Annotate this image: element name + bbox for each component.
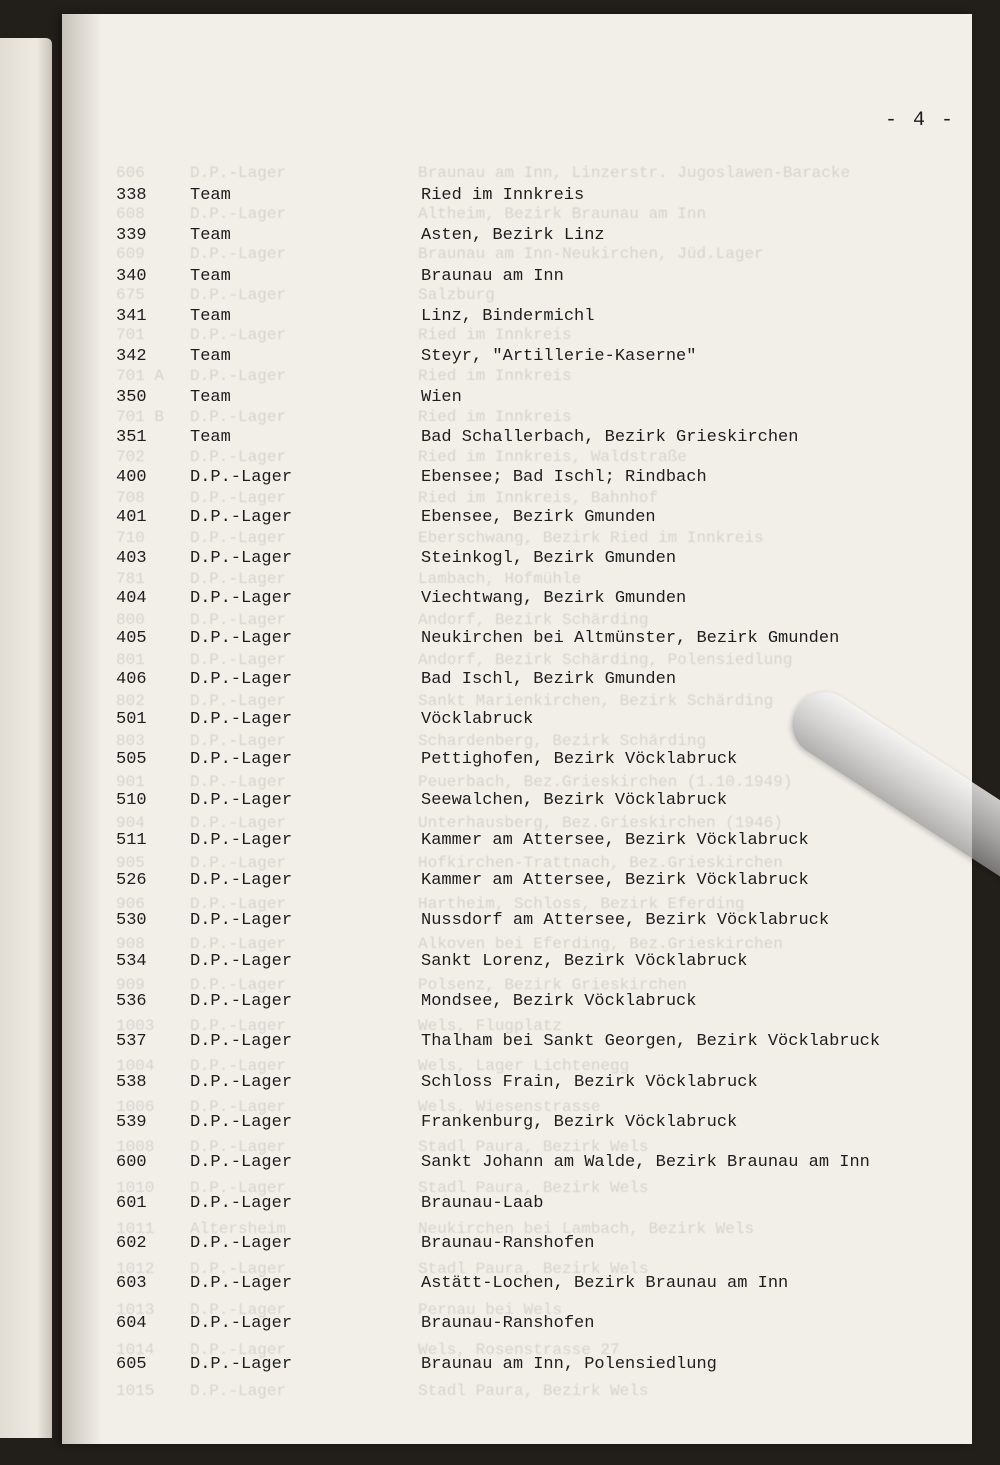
- bleed-through-type: D.P.-Lager: [190, 570, 287, 588]
- table-row: [62, 267, 972, 293]
- table-row: [62, 307, 972, 333]
- bleed-through-place: Salzburg: [418, 285, 495, 304]
- entry-location: Wien: [421, 387, 462, 407]
- entry-type: D.P.-Lager: [190, 1233, 293, 1253]
- table-row: [62, 508, 972, 534]
- bleed-through-place: Stadl Paura, Bezirk Wels: [418, 1382, 649, 1400]
- bleed-through-place: Pernau bei Wels: [418, 1300, 563, 1319]
- bleed-through-type: D.P.-Lager: [190, 813, 287, 832]
- entry-location: Kammer am Attersee, Bezirk Vöcklabruck: [421, 830, 809, 850]
- bleed-through-place: Wels, Rosenstrasse 27: [418, 1341, 620, 1360]
- bleed-through-place: Eberschwang, Bezirk Ried im Innkreis: [418, 529, 764, 548]
- entry-number: 526: [116, 871, 147, 891]
- bleed-through-place: Andorf, Bezirk Schärding, Polensiedlung: [418, 651, 793, 670]
- bleed-through-num: 1010: [116, 1179, 155, 1197]
- bleed-through-num: 708: [116, 488, 145, 507]
- entry-location: Mondsee, Bezirk Vöcklabruck: [421, 992, 697, 1011]
- entry-type: D.P.-Lager: [190, 1153, 293, 1173]
- entry-location: Braunau am Inn, Polensiedlung: [421, 1354, 717, 1374]
- entry-location: Schloss Frain, Bezirk Vöcklabruck: [421, 1072, 758, 1092]
- bleed-through-place: Stadl Paura, Bezirk Wels: [418, 1179, 649, 1197]
- bleed-through-num: 701 B: [116, 407, 165, 426]
- bleed-through-num: 905: [116, 854, 145, 873]
- bleed-through-type: D.P.-Lager: [190, 691, 287, 710]
- table-row: [62, 992, 972, 1018]
- entry-type: Team: [190, 266, 231, 286]
- entry-type: D.P.-Lager: [190, 992, 293, 1011]
- bleed-through-type: D.P.-Lager: [190, 1016, 287, 1035]
- bleed-through-type: D.P.-Lager: [190, 1138, 287, 1157]
- entry-type: D.P.-Lager: [190, 468, 293, 488]
- bleed-through-num: 909: [116, 976, 145, 994]
- entry-number: 339: [116, 226, 147, 246]
- bleed-through-type: D.P.-Lager: [190, 651, 287, 670]
- bleed-through-place: Stadl Paura, Bezirk Wels: [418, 1138, 649, 1157]
- entry-location: Braunau-Ranshofen: [421, 1233, 595, 1253]
- entry-type: D.P.-Lager: [190, 1354, 293, 1374]
- bleed-through-num: 1012: [116, 1260, 155, 1279]
- entry-location: Neukirchen bei Altmünster, Bezirk Gmunden: [421, 629, 840, 649]
- bleed-through-num: 908: [116, 935, 145, 954]
- table-row: [62, 1234, 972, 1260]
- entry-number: 537: [116, 1032, 147, 1052]
- entry-type: Team: [190, 387, 231, 407]
- table-row: [62, 791, 972, 817]
- bleed-through-place: Braunau am Inn, Linzerstr. Jugoslawen-Baracke: [418, 164, 851, 182]
- entry-number: 603: [116, 1274, 147, 1294]
- entry-type: Team: [190, 427, 231, 447]
- entry-number: 530: [116, 911, 147, 931]
- entry-number: 341: [116, 306, 147, 326]
- entry-type: D.P.-Lager: [190, 589, 293, 608]
- bleed-through-num: 1013: [116, 1300, 155, 1319]
- entry-type: D.P.-Lager: [190, 629, 293, 649]
- bleed-through-type: D.P.-Lager: [190, 529, 287, 548]
- table-row: [62, 1194, 972, 1220]
- bleed-through-num: 800: [116, 610, 145, 629]
- table-row: [62, 589, 972, 615]
- entry-type: D.P.-Lager: [190, 709, 293, 729]
- bleed-through-num: 1003: [116, 1016, 155, 1035]
- bleed-through-num: 702: [116, 448, 145, 467]
- entry-type: D.P.-Lager: [190, 1193, 293, 1213]
- bleed-through-place: Peuerbach, Bez.Grieskirchen (1.10.1949): [418, 773, 793, 791]
- entry-location: Viechtwang, Bezirk Gmunden: [421, 589, 687, 608]
- table-row: [62, 186, 972, 212]
- entry-location: Braunau-Ranshofen: [421, 1314, 595, 1334]
- table-row: [62, 468, 972, 494]
- bleed-through-type: D.P.-Lager: [190, 448, 287, 467]
- entry-number: 602: [116, 1233, 147, 1253]
- entry-type: D.P.-Lager: [190, 750, 293, 770]
- bleed-through-type: D.P.-Lager: [190, 1260, 287, 1279]
- table-row: [62, 226, 972, 252]
- entry-location: Ebensee; Bad Ischl; Rindbach: [421, 468, 707, 488]
- bleed-through-type: D.P.-Lager: [190, 245, 287, 264]
- table-row: [62, 629, 972, 655]
- entry-location: Frankenburg, Bezirk Vöcklabruck: [421, 1112, 738, 1132]
- bleed-through-place: Ried im Innkreis: [418, 326, 572, 345]
- bleed-through-num: 1008: [116, 1138, 155, 1157]
- entry-number: 604: [116, 1314, 147, 1334]
- table-row: [62, 388, 972, 414]
- bleed-through-num: 904: [116, 813, 145, 832]
- bleed-through-num: 1004: [116, 1057, 155, 1076]
- entry-type: D.P.-Lager: [190, 830, 293, 850]
- bleed-through-place: Wels, Flugplatz: [418, 1016, 563, 1035]
- bleed-through-type: D.P.-Lager: [190, 610, 287, 629]
- entry-location: Thalham bei Sankt Georgen, Bezirk Vöcklabruck: [421, 1032, 881, 1052]
- bleed-through-num: 803: [116, 732, 145, 751]
- bleed-through-place: Polsenz, Bezirk Grieskirchen: [418, 976, 687, 994]
- entry-type: D.P.-Lager: [190, 951, 293, 971]
- entry-type: Team: [190, 347, 231, 367]
- entry-location: Bad Ischl, Bezirk Gmunden: [421, 669, 677, 689]
- bleed-through-type: D.P.-Lager: [190, 285, 287, 304]
- entry-location: Braunau-Laab: [421, 1193, 544, 1213]
- entry-number: 342: [116, 347, 147, 367]
- bleed-through-num: 802: [116, 691, 145, 710]
- bleed-through-type: D.P.-Lager: [190, 1179, 287, 1197]
- entry-location: Seewalchen, Bezirk Vöcklabruck: [421, 790, 728, 810]
- entry-number: 601: [116, 1193, 147, 1213]
- bleed-through-type: D.P.-Lager: [190, 1097, 287, 1116]
- entry-type: D.P.-Lager: [190, 1032, 293, 1052]
- bleed-through-place: Ried im Innkreis, Bahnhof: [418, 488, 659, 507]
- bleed-through-type: D.P.-Lager: [190, 204, 287, 223]
- entry-number: 404: [116, 589, 147, 608]
- bleed-through-num: 675: [116, 285, 145, 304]
- table-row: [62, 1314, 972, 1340]
- entry-number: 605: [116, 1354, 147, 1374]
- entry-type: D.P.-Lager: [190, 548, 293, 568]
- bleed-through-place: Altheim, Bezirk Braunau am Inn: [418, 204, 707, 223]
- entry-number: 600: [116, 1153, 147, 1173]
- bleed-through-place: Ried im Innkreis, Waldstraße: [418, 448, 687, 467]
- table-row: [62, 1073, 972, 1099]
- bleed-through-num: 781: [116, 570, 145, 588]
- entry-type: D.P.-Lager: [190, 1112, 293, 1132]
- bleed-through-place: Hofkirchen-Trattnach, Bez.Grieskirchen: [418, 854, 783, 873]
- bleed-through-num: 606: [116, 164, 145, 182]
- entry-number: 539: [116, 1112, 147, 1132]
- bleed-through-num: 701 A: [116, 367, 165, 385]
- bleed-through-num: 1006: [116, 1097, 155, 1116]
- entry-number: 350: [116, 387, 147, 407]
- bleed-through-place: Lambach, Hofmühle: [418, 570, 582, 588]
- bleed-through-type: D.P.-Lager: [190, 367, 287, 385]
- table-row: [62, 952, 972, 978]
- bleed-through-place: Hartheim, Schloss, Bezirk Eferding: [418, 894, 745, 913]
- entry-location: Kammer am Attersee, Bezirk Vöcklabruck: [421, 871, 809, 891]
- entry-number: 538: [116, 1072, 147, 1092]
- bleed-through-place: Schardenberg, Bezirk Schärding: [418, 732, 707, 751]
- bleed-through-type: D.P.-Lager: [190, 1057, 287, 1076]
- bleed-through-place: Wels, Lager Lichtenegg: [418, 1057, 630, 1076]
- entry-number: 501: [116, 709, 147, 729]
- entry-location: Ried im Innkreis: [421, 186, 585, 205]
- bleed-through-place: Wels, Wiesenstrasse: [418, 1097, 601, 1116]
- bleed-through-type: D.P.-Lager: [190, 164, 287, 182]
- bleed-through-num: 609: [116, 245, 145, 264]
- entry-location: Sankt Johann am Walde, Bezirk Braunau am Inn: [421, 1153, 870, 1173]
- entry-type: D.P.-Lager: [190, 871, 293, 891]
- entry-number: 338: [116, 186, 147, 205]
- entry-number: 406: [116, 669, 147, 689]
- page-number: - 4 -: [885, 109, 956, 132]
- table-row: [62, 1032, 972, 1058]
- entry-location: Linz, Bindermichl: [421, 306, 595, 326]
- entry-type: Team: [190, 226, 231, 246]
- table-row: [62, 1113, 972, 1139]
- entry-type: D.P.-Lager: [190, 669, 293, 689]
- bleed-through-place: Braunau am Inn-Neukirchen, Jüd.Lager: [418, 245, 764, 264]
- bleed-through-place: Sankt Marienkirchen, Bezirk Schärding: [418, 691, 774, 710]
- entry-type: D.P.-Lager: [190, 790, 293, 810]
- bleed-through-place: Ried im Innkreis: [418, 367, 572, 385]
- table-row: [62, 347, 972, 373]
- bleed-through-num: 901: [116, 773, 145, 791]
- bleed-through-num: 1014: [116, 1341, 155, 1360]
- entry-number: 510: [116, 790, 147, 810]
- table-row: [62, 831, 972, 857]
- table-row: [62, 428, 972, 454]
- bleed-through-type: D.P.-Lager: [190, 894, 287, 913]
- entry-number: 351: [116, 427, 147, 447]
- entry-location: Vöcklabruck: [421, 709, 534, 729]
- table-row: [62, 871, 972, 897]
- entry-type: D.P.-Lager: [190, 1274, 293, 1294]
- bleed-through-type: D.P.-Lager: [190, 854, 287, 873]
- table-row: [62, 549, 972, 575]
- bleed-through-type: D.P.-Lager: [190, 1341, 287, 1360]
- bleed-through-type: D.P.-Lager: [190, 488, 287, 507]
- bleed-through-place: Neukirchen bei Lambach, Bezirk Wels: [418, 1219, 755, 1238]
- bleed-through-type: D.P.-Lager: [190, 407, 287, 426]
- table-row: [62, 1355, 972, 1381]
- entry-number: 400: [116, 468, 147, 488]
- bleed-through-type: D.P.-Lager: [190, 1382, 287, 1400]
- bleed-through-num: 1011: [116, 1219, 155, 1238]
- bleed-through-num: 1015: [116, 1382, 155, 1400]
- bleed-through-num: 608: [116, 204, 145, 223]
- bleed-through-num: 701: [116, 326, 145, 345]
- entry-number: 536: [116, 992, 147, 1011]
- entry-location: Bad Schallerbach, Bezirk Grieskirchen: [421, 427, 799, 447]
- bleed-through-type: D.P.-Lager: [190, 1300, 287, 1319]
- entry-location: Astätt-Lochen, Bezirk Braunau am Inn: [421, 1274, 789, 1294]
- bleed-through-place: Unterhausberg, Bez.Grieskirchen (1946): [418, 813, 783, 832]
- entry-type: D.P.-Lager: [190, 508, 293, 528]
- entry-number: 340: [116, 266, 147, 286]
- bleed-through-num: 710: [116, 529, 145, 548]
- entry-number: 534: [116, 951, 147, 971]
- table-row: [62, 670, 972, 696]
- entry-type: D.P.-Lager: [190, 1072, 293, 1092]
- bleed-through-num: 801: [116, 651, 145, 670]
- entry-number: 405: [116, 629, 147, 649]
- previous-page-edge: [0, 38, 52, 1438]
- entry-type: D.P.-Lager: [190, 911, 293, 931]
- bleed-through-num: 906: [116, 894, 145, 913]
- bleed-through-type: D.P.-Lager: [190, 773, 287, 791]
- entry-type: D.P.-Lager: [190, 1314, 293, 1334]
- bleed-through-type: D.P.-Lager: [190, 976, 287, 994]
- bleed-through-place: Ried im Innkreis: [418, 407, 572, 426]
- entry-location: Steyr, "Artillerie-Kaserne": [421, 347, 697, 367]
- entry-location: Braunau am Inn: [421, 266, 564, 286]
- bleed-through-place: Stadl Paura, Bezirk Wels: [418, 1260, 649, 1279]
- entry-type: Team: [190, 186, 231, 205]
- bleed-through-type: D.P.-Lager: [190, 732, 287, 751]
- entry-number: 401: [116, 508, 147, 528]
- entry-location: Pettighofen, Bezirk Vöcklabruck: [421, 750, 738, 770]
- bleed-through-type: D.P.-Lager: [190, 326, 287, 345]
- entry-location: Steinkogl, Bezirk Gmunden: [421, 548, 677, 568]
- bleed-through-type: Altersheim: [190, 1219, 287, 1238]
- bleed-through-type: D.P.-Lager: [190, 935, 287, 954]
- entry-type: Team: [190, 306, 231, 326]
- entry-number: 505: [116, 750, 147, 770]
- table-row: [62, 1153, 972, 1179]
- bleed-through-place: Alkoven bei Eferding, Bez.Grieskirchen: [418, 935, 783, 954]
- entry-location: Nussdorf am Attersee, Bezirk Vöcklabruck: [421, 911, 830, 931]
- entry-location: Sankt Lorenz, Bezirk Vöcklabruck: [421, 951, 748, 971]
- entry-location: Asten, Bezirk Linz: [421, 226, 605, 246]
- table-row: [62, 1274, 972, 1300]
- entry-location: Ebensee, Bezirk Gmunden: [421, 508, 656, 528]
- entry-number: 403: [116, 548, 147, 568]
- bleed-through-place: Andorf, Bezirk Schärding: [418, 610, 649, 629]
- table-row: [62, 911, 972, 937]
- entry-number: 511: [116, 830, 147, 850]
